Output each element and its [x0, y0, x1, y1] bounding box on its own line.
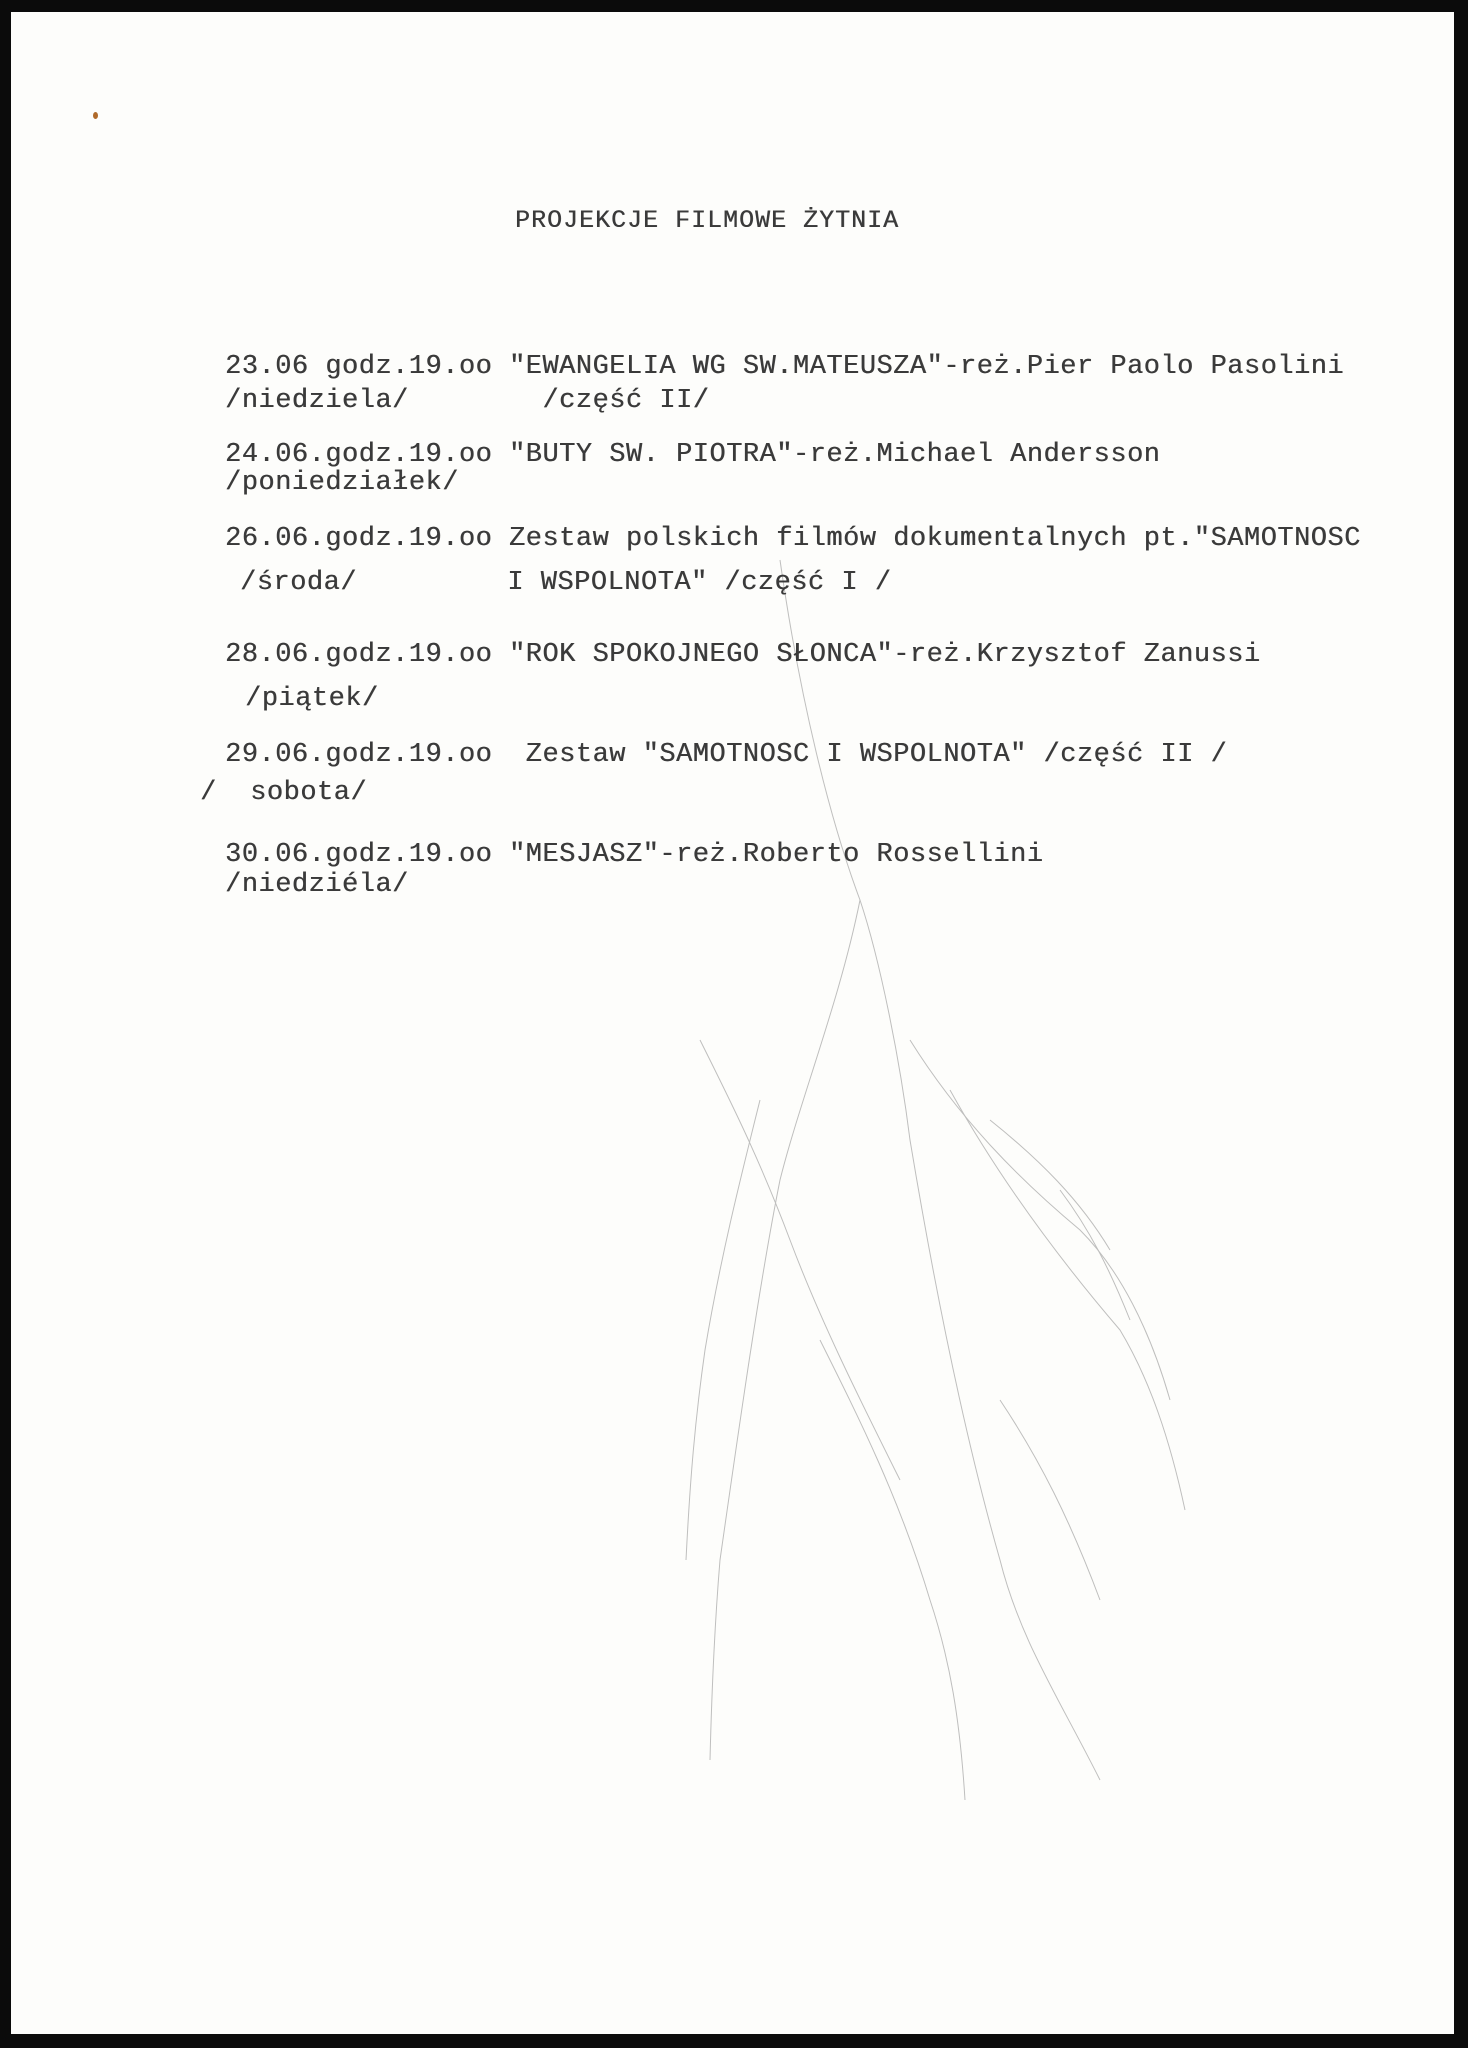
entry-1-line-2: /niedziela/ /część II/	[225, 386, 710, 416]
entry-3-line-1: 26.06.godz.19.oo Zestaw polskich filmów dokumentalnych pt."SAMOTNOSC	[225, 524, 1361, 554]
entry-4-line-1: 28.06.godz.19.oo "ROK SPOKOJNEGO SŁONCA"-reż.Krzysztof Zanussi	[225, 640, 1261, 670]
document-title: PROJEKCJE FILMOWE ŻYTNIA	[515, 206, 900, 235]
entry-2-line-1: 24.06.godz.19.oo "BUTY SW. PIOTRA"-reż.Michael Andersson	[225, 440, 1161, 470]
entry-6-line-1: 30.06.godz.19.oo "MESJASZ"-reż.Roberto Rossellini	[225, 840, 1044, 870]
entry-5-line-1: 29.06.godz.19.oo Zestaw "SAMOTNOSC I WSPOLNOTA" /część II /	[225, 740, 1228, 770]
entry-2-line-2: /poniedziałek/	[225, 468, 459, 498]
entry-4-line-2: /piątek/	[245, 684, 379, 714]
entry-5-line-2: / sobota/	[200, 778, 368, 808]
entry-3-line-2: /środa/ I WSPOLNOTA" /część I /	[240, 568, 892, 598]
entry-6-line-2: /niedziéla/	[225, 870, 409, 900]
entry-1-line-1: 23.06 godz.19.oo "EWANGELIA WG SW.MATEUSZA"-reż.Pier Paolo Pasolini	[225, 352, 1345, 382]
